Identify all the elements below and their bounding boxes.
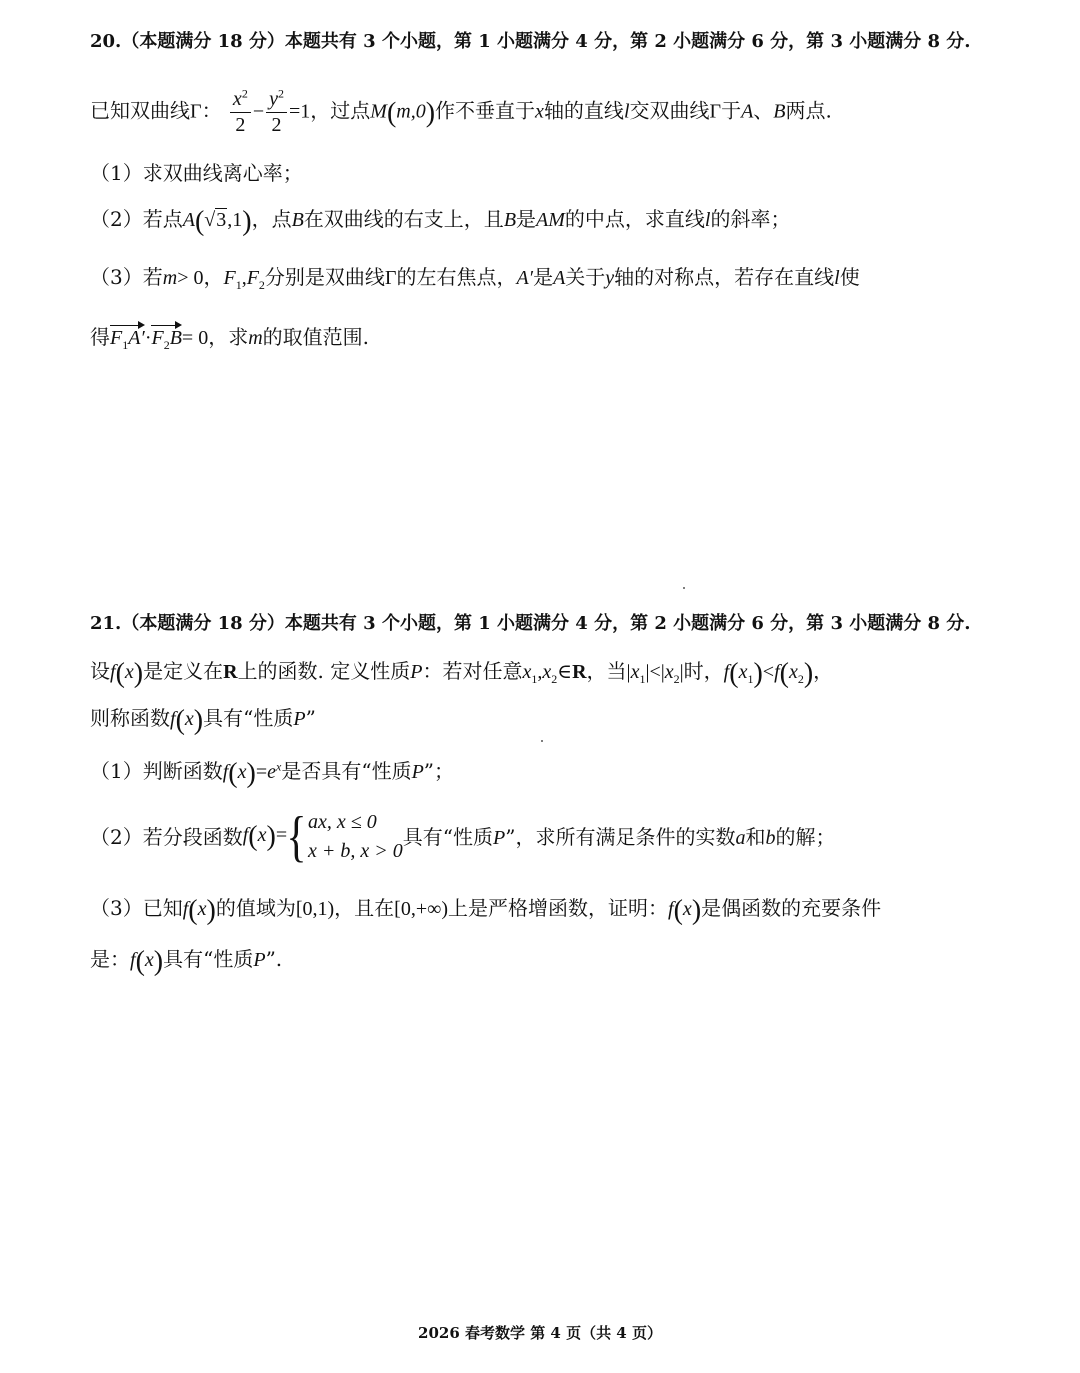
piecewise-brace: { [286,806,307,868]
q20-part3-cont: 得$F_1A'\cdot F_2B= 0$，求m的取值范围. [90,325,370,352]
q20-part2: （2）若点A(√3,1)，点B在双曲线的右支上，且B是AM的中点，求直线l的斜率； [90,206,791,237]
vector-F2B: $F_2B$ [151,327,182,352]
scan-speck [541,740,543,742]
piecewise-cases: ax, x ≤ 0 x + b, x > 0 [308,811,403,862]
q20-stem: 已知双曲线Γ： $\frac{x^2}{2}$ − $\frac{y^2}{2}$ =1，过点M(m,0)作不垂直于x轴的直线l交双曲线Γ于A、B两点. [90,86,832,136]
q21-stem-cont: 则称函数f(x)具有“性质P” [90,705,316,736]
vector-F1A: $F_1A'$ [110,327,145,352]
fraction-x2-over-2: $\frac{x^2}{2}$ [230,86,251,138]
q21-part2: （2）若分段函数f(x)={ ax, x ≤ 0 x + b, x > 0 具有“性质P”，求所有满足条件的实数a和b的解； [90,806,836,868]
q21-header: 21.（本题满分 18 分）本题共有 3 个小题，第 1 小题满分 4 分，第 2 小题满分 6 分，第 3 小题满分 8 分. [90,613,971,634]
page-footer: 2026 春考数学 第 4 页（共 4 页） [418,1324,662,1342]
scan-speck [683,587,685,589]
q20-part3: （3）若m> 0，$F_1,F_2$分别是双曲线Γ的左右焦点，A′是A关于y轴的对称点，若存在直线l使 [90,265,860,292]
q21-part3-cont: 是：f(x)具有“性质P”. [90,946,283,977]
q21-part1: （1）判断函数$f(x)=e^x$是否具有“性质P”； [90,758,455,789]
q20-header: 20.（本题满分 18 分）本题共有 3 个小题，第 1 小题满分 4 分，第 2 小题满分 6 分，第 3 小题满分 8 分. [90,31,971,52]
q21-part3: （3）已知f(x)的值域为[0,1)，且在[0,+∞)上是严格增函数，证明：f(x)是偶函数的充要条件 [90,895,882,926]
q20-part1: （1）求双曲线离心率； [90,161,303,185]
fraction-y2-over-2: $\frac{y^2}{2}$ [266,86,287,138]
q21-stem: 设f(x)是定义在R上的函数. 定义性质P：若对任意$x_1,x_2\in R$，当$|x_1|<|x_2|$时，$f(x_1)<f(x_2)$， [90,658,834,689]
